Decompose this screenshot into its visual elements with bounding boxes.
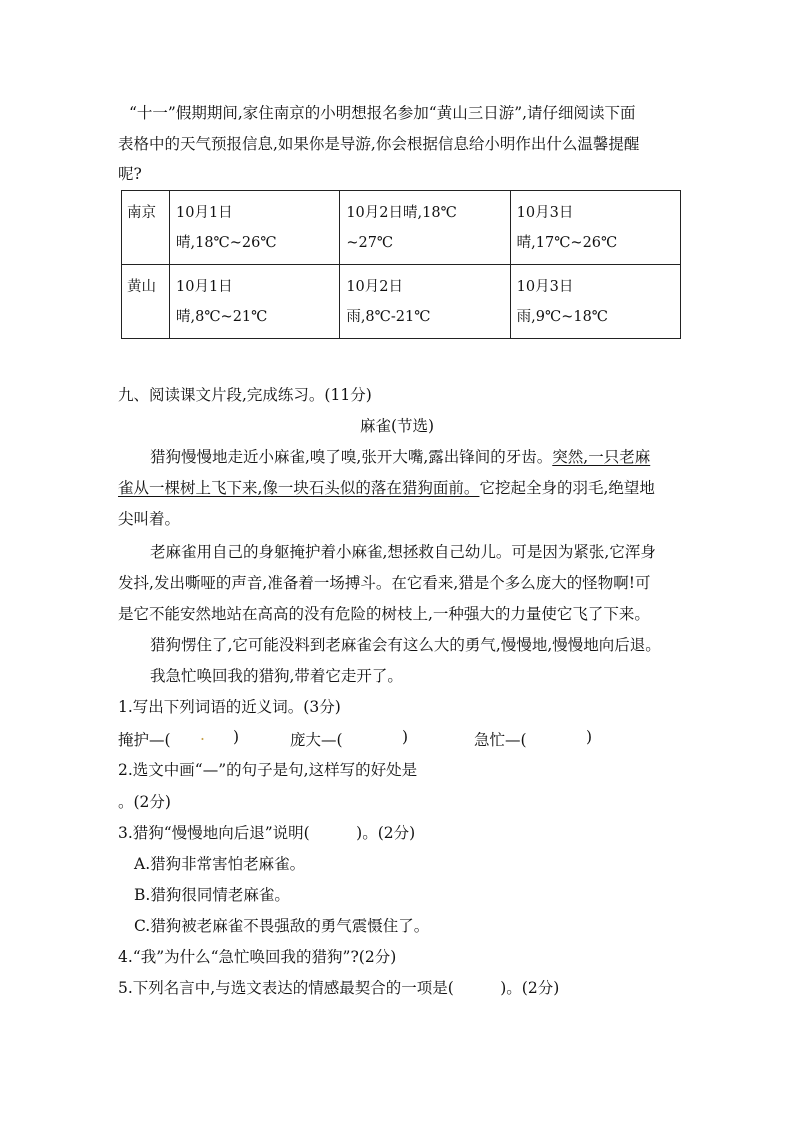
forecast-date: 10月2日 xyxy=(346,279,404,295)
forecast-cell xyxy=(170,191,340,265)
passage-p1-line-3: 尖叫着。 xyxy=(118,510,181,528)
forecast-weather: ~27℃ xyxy=(346,235,394,251)
forecast-date: 10月3日 xyxy=(516,205,574,221)
passage-p1-line-1 xyxy=(150,447,650,467)
forecast-weather: 雨,9℃~18℃ xyxy=(516,309,609,325)
question-3-option-a: A.猎狗非常害怕老麻雀。 xyxy=(134,855,306,873)
passage-title: 麻雀(节选) xyxy=(359,417,435,435)
table-row-huangshan xyxy=(122,265,681,339)
question-3-option-b: B.猎狗很同情老麻雀。 xyxy=(134,886,290,904)
passage-text: 猎狗慢慢地走近小麻雀,嗅了嗅,张开大嘴,露出锋间的牙齿。 xyxy=(150,448,553,466)
weather-forecast-table xyxy=(121,190,681,339)
synonym-blank-1-close: ) xyxy=(233,728,240,746)
forecast-weather: 晴,18℃~26℃ xyxy=(176,235,277,251)
passage-p2-line-2: 发抖,发出嘶哑的声音,准备着一场搏斗。在它看来,猎是个多么庞大的怪物啊!可 xyxy=(118,574,651,592)
synonym-blank-3-label: 急忙—( xyxy=(474,731,527,749)
passage-p2-line-1: 老麻雀用自己的身躯掩护着小麻雀,想拯救自己幼儿。可是因为紧张,它浑身 xyxy=(150,543,656,561)
question-2-line-2: 。(2分) xyxy=(118,793,171,811)
intro-line-3: 呢? xyxy=(118,165,142,183)
section-heading: 九、阅读课文片段,完成练习。(11分) xyxy=(118,386,372,404)
question-4: 4.“我”为什么“急忙唤回我的猎狗”?(2分) xyxy=(118,948,397,966)
question-1: 1.写出下列词语的近义词。(3分) xyxy=(118,698,341,716)
passage-p2-line-3: 是它不能安然地站在高高的没有危险的树枝上,一种强大的力量使它飞了下来。 xyxy=(118,605,650,623)
forecast-date: 10月1日 xyxy=(176,205,233,221)
underlined-sentence: 雀从一棵树上飞下来,像一块石头似的落在猎狗面前。 xyxy=(118,479,480,497)
forecast-cell xyxy=(510,265,680,339)
forecast-cell xyxy=(510,191,680,265)
intro-line-2: 表格中的天气预报信息,如果你是导游,你会根据信息给小明作出什么温馨提醒 xyxy=(118,135,640,153)
passage-p1-line-2 xyxy=(118,478,655,498)
forecast-cell xyxy=(340,265,510,339)
forecast-cell xyxy=(340,191,510,265)
synonym-blank-2-label: 庞大—( xyxy=(290,731,343,749)
table-row-nanjing xyxy=(122,191,681,265)
forecast-date: 10月2日晴,18℃ xyxy=(346,205,457,221)
forecast-date: 10月3日 xyxy=(516,279,574,295)
city-cell: 南京 xyxy=(122,191,170,265)
forecast-cell xyxy=(170,265,340,339)
marker-dot: . xyxy=(200,726,205,744)
question-5: 5.下列名言中,与选文表达的情感最契合的一项是( )。(2分) xyxy=(118,979,560,997)
synonym-blank-3-close: ) xyxy=(586,728,593,746)
synonym-blank-1-label: 掩护—( xyxy=(118,731,171,749)
question-3: 3.猎狗“慢慢地向后退”说明( )。(2分) xyxy=(118,824,416,842)
passage-p4: 我急忙唤回我的猎狗,带着它走开了。 xyxy=(150,667,403,685)
question-2-line-1: 2.选文中画“—”的句子是句,这样写的好处是 xyxy=(118,761,418,779)
forecast-date: 10月1日 xyxy=(176,279,233,295)
passage-text: 它挖起全身的羽毛,绝望地 xyxy=(479,479,655,497)
question-3-option-c: C.猎狗被老麻雀不畏强敌的勇气震慑住了。 xyxy=(134,917,430,935)
intro-line-1: “十一”假期期间,家住南京的小明想报名参加“黄山三日游”,请仔细阅读下面 xyxy=(129,104,636,122)
underlined-sentence: 突然,一只老麻 xyxy=(552,448,651,466)
passage-p3: 猎狗愣住了,它可能没料到老麻雀会有这么大的勇气,慢慢地,慢慢地向后退。 xyxy=(150,636,661,654)
forecast-weather: 雨,8℃-21℃ xyxy=(346,309,431,325)
forecast-weather: 晴,17℃~26℃ xyxy=(516,235,618,251)
city-cell: 黄山 xyxy=(122,265,170,339)
forecast-weather: 晴,8℃~21℃ xyxy=(176,309,268,325)
synonym-blank-2-close: ) xyxy=(402,728,409,746)
